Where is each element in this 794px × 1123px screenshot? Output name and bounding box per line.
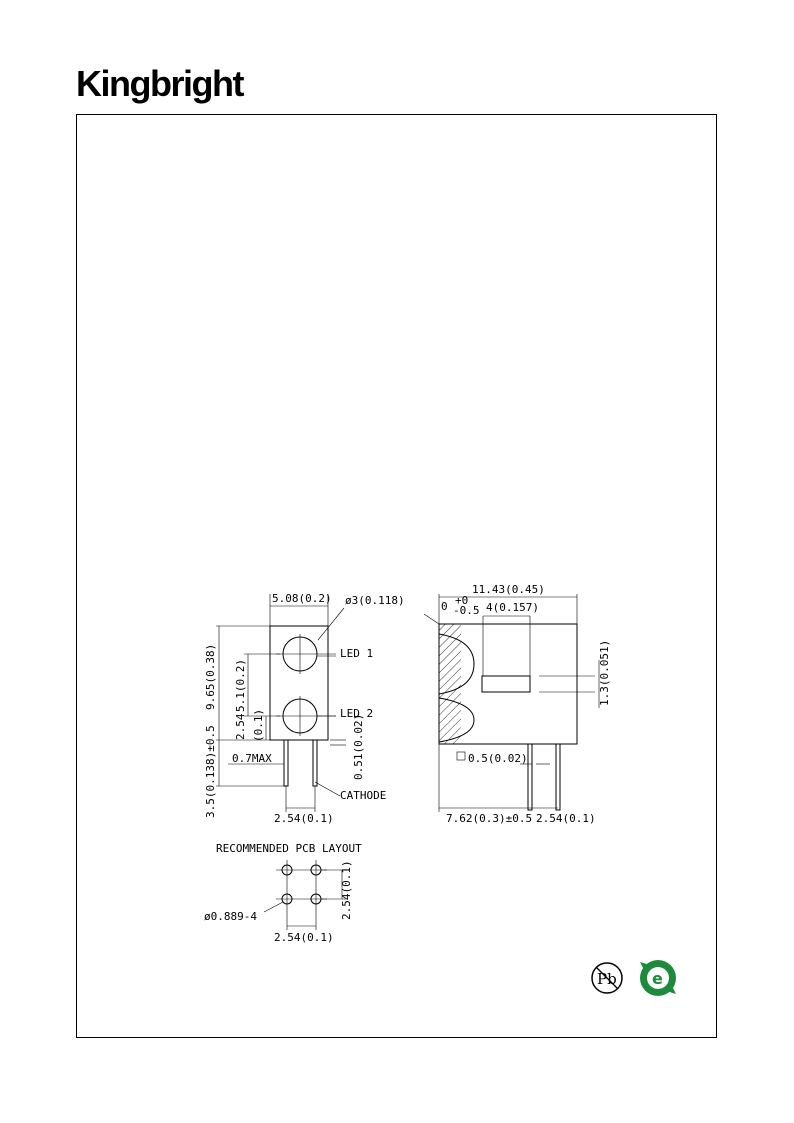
tolerance-zero: 0 (441, 600, 448, 613)
svg-text:Pb: Pb (597, 970, 617, 988)
side-window (482, 676, 530, 692)
front-view (204, 592, 405, 825)
window-height-dim: 1.3(0.051) (598, 639, 611, 706)
pcb-layout-title: RECOMMENDED PCB LAYOUT (216, 842, 362, 855)
tolerance-minus: -0.5 (453, 604, 480, 617)
front-lead-pitch-dim: 2.54(0.1) (274, 812, 334, 825)
rohs-leaf-icon (640, 960, 676, 996)
svg-text:e: e (652, 969, 663, 988)
side-lead-pitch-dim: 2.54(0.1) (536, 812, 596, 825)
side-overall-dim: 11.43(0.45) (472, 583, 545, 596)
square-lead-icon (457, 752, 465, 760)
lead-max-dim: 0.7MAX (232, 752, 272, 765)
cathode-label: CATHODE (340, 789, 387, 802)
tolerance-plus: +0 (455, 594, 469, 607)
led-spacing-dim: 5.1(0.2) (234, 659, 247, 712)
side-view (424, 583, 611, 825)
front-lead-left (284, 740, 288, 786)
pb-free-icon (592, 963, 622, 993)
standoff-dim: 0.51(0.02) (352, 713, 365, 780)
side-depth-dim: 7.62(0.3)±0.5 (446, 812, 533, 825)
side-window-width-dim: 4(0.157) (486, 601, 539, 614)
lens-diameter-dim: ø3(0.118) (345, 594, 405, 607)
pcb-hole-dim: ø0.889-4 (204, 910, 257, 923)
lead-square-dim: 0.5(0.02) (468, 752, 528, 765)
lower-offset-dim-a: 2.54 (234, 713, 247, 740)
front-height-dim: 9.65(0.38) (204, 643, 217, 710)
side-lead-right (556, 744, 560, 810)
pcb-layout (204, 842, 362, 944)
led1-label: LED 1 (340, 647, 374, 660)
front-width-dim: 5.08(0.2) (272, 592, 332, 605)
pcb-vertical-pitch-dim: 2.54(0.1) (340, 860, 353, 920)
side-lead-left (528, 744, 532, 810)
lead-length-dim: 3.5(0.138)±0.5 (204, 725, 217, 818)
lower-offset-dim-b: (0.1) (252, 708, 265, 742)
brand-logo: Kingbright (76, 63, 243, 104)
front-body-outline (270, 626, 328, 740)
front-lead-right (313, 740, 317, 786)
side-hatched-region (439, 624, 461, 744)
led2-label: LED 2 (340, 707, 374, 720)
pcb-horizontal-pitch-dim: 2.54(0.1) (274, 931, 334, 944)
